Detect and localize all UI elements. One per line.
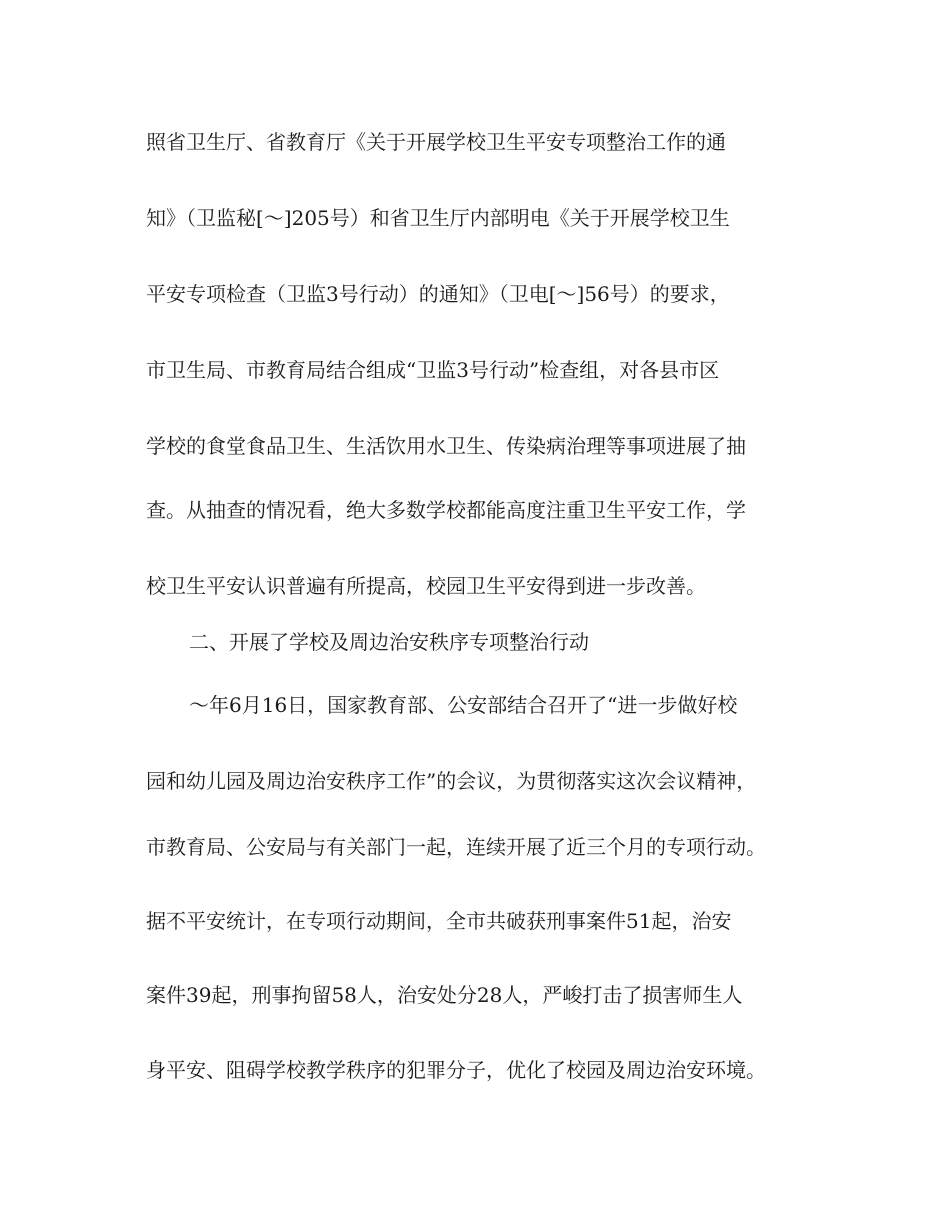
paragraph-line-7: 校卫生平安认识普遍有所提高，校园卫生平安得到进一步改善。: [146, 574, 706, 598]
paragraph-line-3: 平安专项检查（卫监3号行动）的通知》（卫电[～]56号）的要求，: [146, 282, 730, 306]
paragraph-line-11: 市教育局、公安局与有关部门一起，连续开展了近三个月的专项行动。: [146, 835, 766, 859]
paragraph-line-14: 身平安、阻碍学校教学秩序的犯罪分子，优化了校园及周边治安环境。: [146, 1058, 766, 1082]
section-heading: 二、开展了学校及周边治安秩序专项整治行动: [189, 630, 589, 654]
paragraph-line-1: 照省卫生厅、省教育厅《关于开展学校卫生平安专项整治工作的通: [146, 130, 726, 154]
paragraph-line-9: ～年6月16日，国家教育部、公安部结合召开了“进一步做好校: [189, 693, 738, 717]
paragraph-line-10: 园和幼儿园及周边治安秩序工作”的会议，为贯彻落实这次会议精神，: [146, 769, 757, 793]
paragraph-line-5: 学校的食堂食品卫生、生活饮用水卫生、传染病治理等事项进展了抽: [146, 434, 746, 458]
paragraph-line-4: 市卫生局、市教育局结合组成“卫监3号行动”检查组，对各县市区: [146, 358, 720, 382]
paragraph-line-2: 知》（卫监秘[～]205号）和省卫生厅内部明电《关于开展学校卫生: [146, 206, 730, 230]
paragraph-line-12: 据不平安统计，在专项行动期间，全市共破获刑事案件51起，治安: [146, 909, 732, 933]
paragraph-line-13: 案件39起，刑事拘留58人，治安处分28人，严峻打击了损害师生人: [146, 983, 743, 1007]
paragraph-line-6: 查。从抽查的情况看，绝大多数学校都能高度注重卫生平安工作，学: [146, 498, 746, 522]
